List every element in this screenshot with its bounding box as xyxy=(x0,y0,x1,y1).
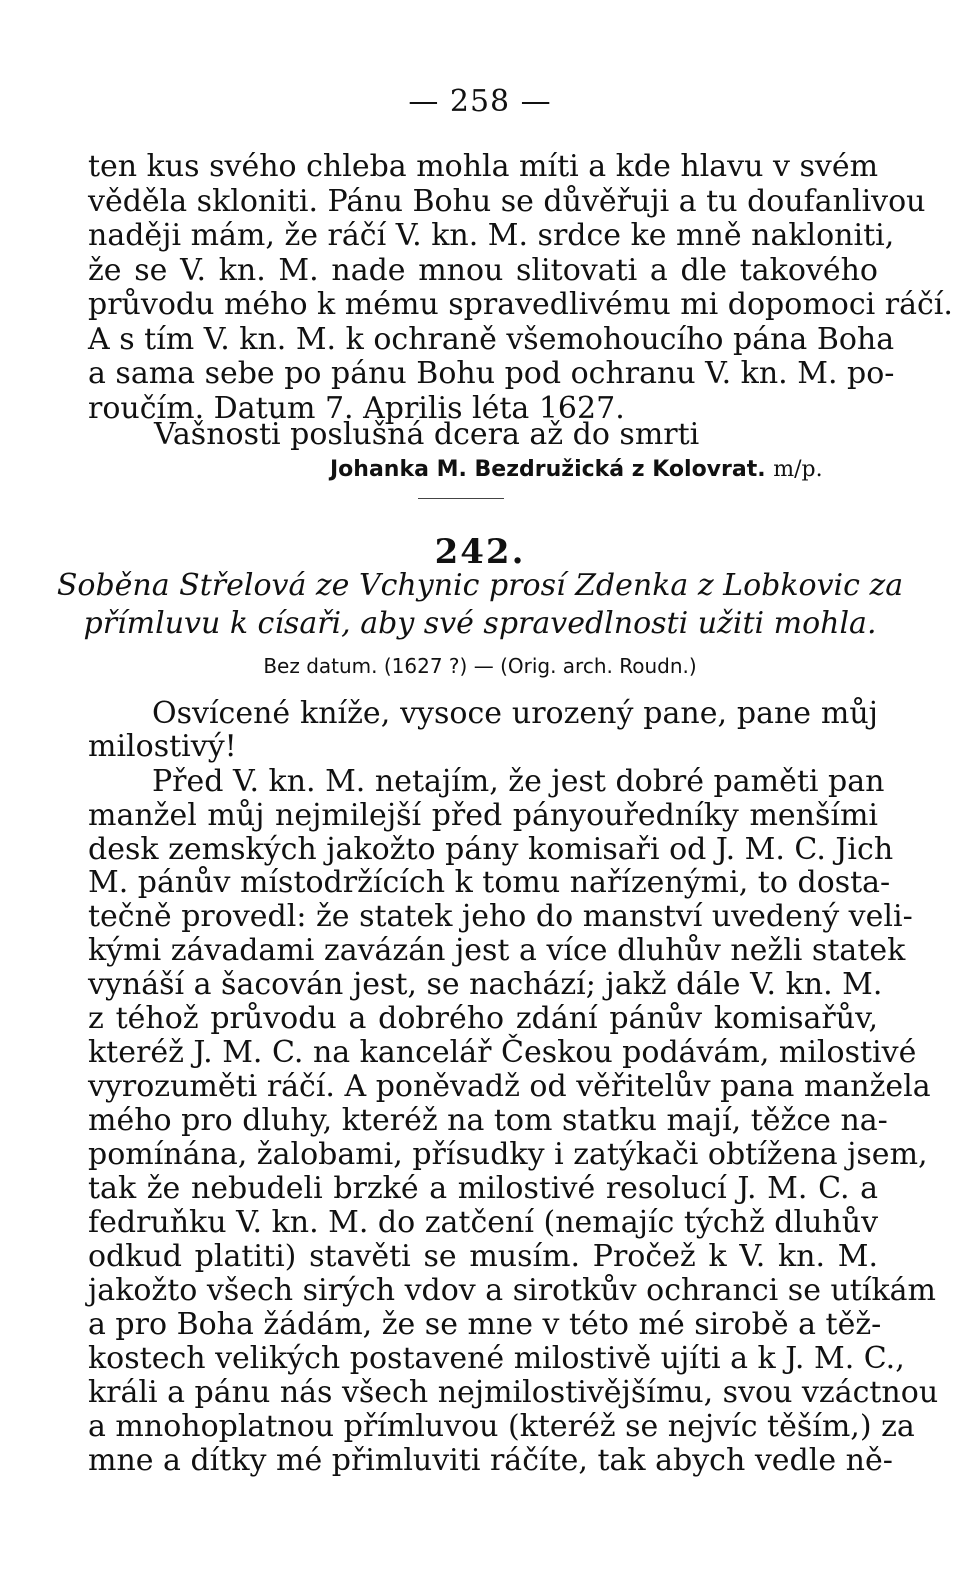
text-line: vyrozuměti ráčí. A poněvadž od věřitelův pana manžela xyxy=(88,1069,931,1104)
text-line: tečně provedl: že statek jeho do manství uvedený veli- xyxy=(88,899,913,934)
document-heading-line: přímluvu k císaři, aby své spravedlnosti užiti mohla. xyxy=(83,606,877,641)
text-line: M. pánův místodržících k tomu nařízenými, to dosta- xyxy=(88,865,891,900)
text-line: mého pro dluhy, kteréž na tom statku mají, těžce na- xyxy=(88,1103,888,1138)
document-heading-line: Soběna Střelová ze Vchynic prosí Zdenka z Lobkovic za xyxy=(56,568,904,603)
page-number: — 258 — xyxy=(408,84,552,119)
signature-suffix: m/p. xyxy=(773,457,823,482)
text-line: tak že nebudeli brzké a milostivé resolucí J. M. C. a xyxy=(88,1171,878,1206)
text-line: jakožto všech sirých vdov a sirotkův ochranci se utíkám xyxy=(88,1273,936,1308)
text-line: a mnohoplatnou přímluvou (kteréž se nejvíc těším,) za xyxy=(88,1409,915,1444)
signature-name: Johanka M. Bezdružická z Kolovrat. xyxy=(330,457,766,482)
text-line: A s tím V. kn. M. k ochraně všemohoucího pána Boha xyxy=(88,322,895,357)
text-line: Před V. kn. M. netajím, že jest dobré paměti pan xyxy=(152,764,885,799)
document-number: 242. xyxy=(434,532,526,572)
text-line: fedruňku V. kn. M. do zatčení (nemajíc týchž dluhův xyxy=(88,1205,879,1240)
section-divider xyxy=(418,498,504,499)
text-line: vynáší a šacován jest, se nachází; jakž dále V. kn. M. xyxy=(88,967,883,1002)
text-line: ten kus svého chleba mohla míti a kde hlavu v svém xyxy=(88,149,879,184)
text-line: odkud platiti) stavěti se musím. Pročež k V. kn. M. xyxy=(88,1239,878,1274)
text-line: králi a pánu nás všech nejmilostivějšímu, svou vzáctnou xyxy=(88,1375,939,1410)
text-line: roučím. Datum 7. Aprilis léta 1627. xyxy=(88,391,625,426)
salutation-line: milostivý! xyxy=(88,729,237,764)
text-line: a sama sebe po pánu Bohu pod ochranu V. kn. M. po- xyxy=(88,356,895,391)
closing-line: Vašnosti poslušná dcera až do smrti xyxy=(154,417,700,452)
text-line: a pro Boha žádám, že se mne v této mé sirobě a těž- xyxy=(88,1307,882,1342)
text-line: kostech velikých postavené milostivě ujíti a k J. M. C., xyxy=(88,1341,905,1376)
text-line: pomínána, žalobami, přísudky i zatýkači obtížena jsem, xyxy=(88,1137,928,1172)
text-line: kteréž J. M. C. na kancelář Českou podávám, milostivé xyxy=(88,1035,917,1070)
text-line: věděla skloniti. Pánu Bohu se důvěřuji a tu doufanlivou xyxy=(88,184,926,219)
text-line: desk zemských jakožto pány komisaři od J. M. C. Jich xyxy=(88,832,894,867)
text-line: průvodu mého k mému spravedlivému mi dopomoci ráčí. xyxy=(88,287,953,322)
text-line: naději mám, že ráčí V. kn. M. srdce ke mně nakloniti, xyxy=(88,218,895,253)
salutation-line: Osvícené kníže, vysoce urozený pane, pane můj xyxy=(152,696,878,731)
text-line: kými závadami zavázán jest a více dluhův nežli statek xyxy=(88,933,906,968)
text-line: manžel můj nejmilejší před pányouředníky menšími xyxy=(88,798,878,833)
text-line: mne a dítky mé přimluviti ráčíte, tak abych vedle ně- xyxy=(88,1443,893,1478)
signature xyxy=(330,457,823,482)
text-line: z téhož průvodu a dobrého zdání pánův komisařův, xyxy=(88,1001,878,1036)
source-note: Bez datum. (1627 ?) — (Orig. arch. Roudn.) xyxy=(263,654,697,678)
text-line: že se V. kn. M. nade mnou slitovati a dle takového xyxy=(88,253,878,288)
